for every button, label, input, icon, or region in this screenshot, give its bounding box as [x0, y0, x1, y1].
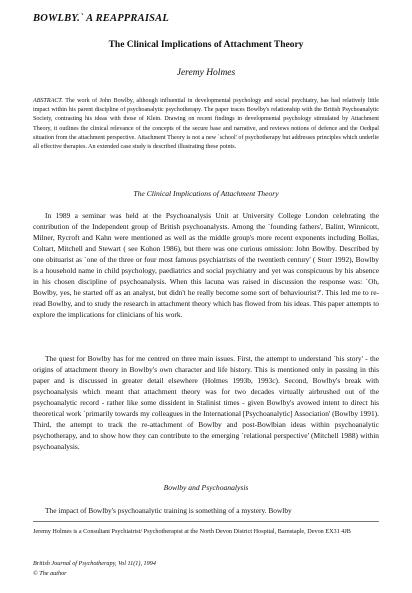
running-head: BOWLBY.` A REAPPRAISAL — [33, 13, 169, 24]
section-heading-psychoanalysis: Bowlby and Psychoanalysis — [163, 483, 249, 492]
abstract-label: ABSTRACT. — [33, 98, 63, 104]
author-affiliation-footnote: Jeremy Holmes is a Consultant Psychiatrist/ Psychotherapist at the North Devon District Hospital, Barnstaple, Devon EX31 4JB — [33, 528, 351, 535]
abstract-text: The work of John Bowlby, although influential in developmental psychology and social psychiatry, has had relatively little impact within his parent discipline of psychoanalytic psychotherapy. The paper traces Bowlby's relationship with the British Psychoanalytic Society, contrasting his ideas with those of Klein. Drawing on recent findings in developmental psychology stimulated by Attachment Theory, it outlines the clinical relevance of the concepts of the secure base and narrative, and reviews notions of defence and the Oedipal situation from the attachment perspective. Attachment Theory is not a new `school' of psychotherapy but addresses principles which underlie all effective therapies. An extended case study is described illustrating these points. — [33, 98, 379, 151]
body-paragraph-1: In 1989 a seminar was held at the Psychoanalysis Unit at University College London celebrating the contribution of the Independent group of British psychoanalysts. Among the `founding fathers', Balint, Winnicott, Milner, Rycroft and Kahn were mentioned as well as the middle group's more recent exponents including Bollas, Coltart, Mitchell and Stewart ( see Kohon 1986), but there was one curious omission: John Bowlby. Described by one obituarist as `one of the three or four most famous psychiatrists of the twentieth century' ( Storr 1992), Bowlby is a household name in child psychology, paediatrics and social psychiatry and yet was conspicuous by his absence in his chosen discipline of psychoanalysis. When this lacuna was raised in discussion the response was: `Oh, Bowlby, yes, he started off as an analyst, but didn't he really become some sort of behaviourist?'. This led me to re-read Bowlby, and to study the research in attachment theory which has flowed from his ideas. This paper attempts to explore the implications for clinicians of his work. — [33, 211, 379, 319]
journal-name: British Journal of Psychotherapy, Vol 11(1), 1994 — [33, 560, 156, 567]
author-name: Jeremy Holmes — [176, 68, 236, 78]
section-heading-clinical: The Clinical Implications of Attachment Theory — [133, 189, 279, 198]
body-paragraph-3: The impact of Bowlby's psychoanalytic training is something of a mystery. Bowlby — [45, 506, 292, 515]
abstract — [33, 97, 379, 152]
article-title: The Clinical Implications of Attachment Theory — [108, 40, 304, 50]
footnote-divider — [33, 521, 379, 522]
journal-citation — [33, 559, 379, 578]
body-paragraph-2: The quest for Bowlby has for me centred on three main issues. First, the attempt to understand `his story' - the origins of attachment theory in Bowlby's own character and life history. This is mentioned only in passing in this paper and is discussed in greater detail elsewhere (Holmes 1993b, 1993c). Second, Bowlby's break with psychoanalysis which meant that attachment theory was for two decades virtually airbrushed out of the psychoanalytic record - rather like some dissident in Stalinist times - given Bowlby's avowed intent to direct his theoretical work `primarily towards my colleagues in the International [Psychoanalytic] Association' (Bowlby 1991). Third, the attempt to track the re-attachment of Bowlby and post-Bowlbian ideas within psychoanalytic psychotherapy, and to show how they can contribute to the emerging `relational perspective' (Mitchell 1988) within psychoanalysis. — [33, 354, 379, 451]
copyright-notice: © The author — [33, 569, 67, 577]
